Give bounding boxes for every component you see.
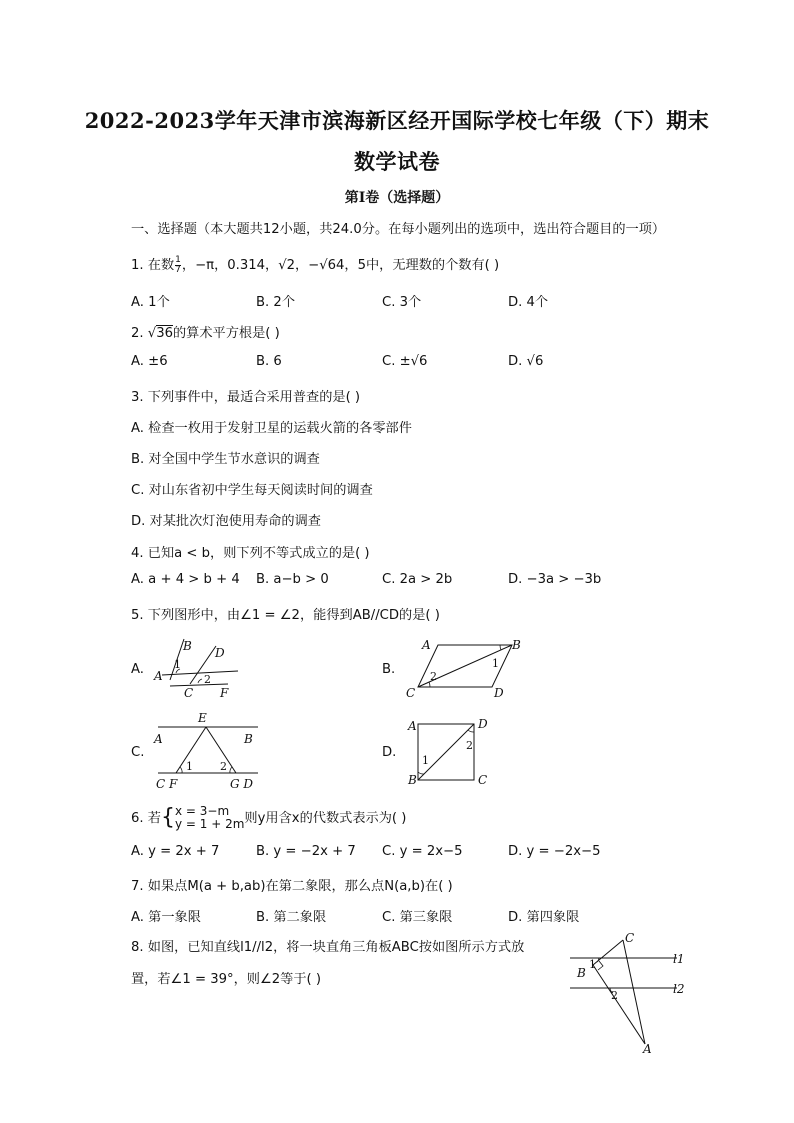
q7-option-c[interactable]: C. 第三象限 xyxy=(382,910,453,925)
label-c: C xyxy=(625,931,635,945)
q7-option-d[interactable]: D. 第四象限 xyxy=(508,910,580,925)
label-l1: l1 xyxy=(673,952,685,966)
label-a: A xyxy=(154,669,163,683)
label-angle-2: 2 xyxy=(466,739,473,752)
label-b: B xyxy=(183,639,192,653)
label-b: B xyxy=(244,732,253,746)
label-f: F xyxy=(220,686,229,700)
label-l2: l2 xyxy=(673,982,685,996)
q3-option-d[interactable]: D. 对某批次灯泡使用寿命的调查 xyxy=(131,514,321,529)
section-heading: 第I卷（选择题） xyxy=(344,190,450,206)
question-3-stem: 3. 下列事件中，最适合采用普查的是( ) xyxy=(131,390,361,405)
brace: { xyxy=(160,805,175,830)
q7-option-a[interactable]: A. 第一象限 xyxy=(131,910,201,925)
q1-option-b[interactable]: B. 2个 xyxy=(256,295,296,310)
label-g-d: G D xyxy=(230,777,254,791)
label-d: D xyxy=(494,686,504,700)
q2-option-d[interactable]: D. √6 xyxy=(508,354,544,369)
label-a: A xyxy=(643,1042,652,1056)
label-b: B xyxy=(512,638,521,652)
question-2-stem: 2. √36的算术平方根是( ) xyxy=(131,326,280,341)
q2-option-a[interactable]: A. ±6 xyxy=(131,354,168,369)
label-c-f: C F xyxy=(156,777,178,791)
fraction: $\frac{1}{7}$ xyxy=(175,254,181,275)
label-d: D xyxy=(215,646,225,660)
q4-option-b[interactable]: B. a−b > 0 xyxy=(256,572,329,587)
question-4-stem: 4. 已知a < b，则下列不等式成立的是( ) xyxy=(131,546,370,561)
question-5-stem: 5. 下列图形中，由∠1 = ∠2，能得到AB//CD的是( ) xyxy=(131,608,440,623)
label-b: B xyxy=(577,966,586,980)
sqrt-sign: √ xyxy=(147,326,157,341)
q4-option-d[interactable]: D. −3a > −3b xyxy=(508,572,602,587)
question-8-stem-line1: 8. 如图，已知直线l1//l2，将一块直角三角板ABC按如图所示方式放 xyxy=(131,940,525,955)
q3-option-c[interactable]: C. 对山东省初中学生每天阅读时间的调查 xyxy=(131,483,373,498)
q4-option-c[interactable]: C. 2a > 2b xyxy=(382,572,453,587)
label-d: D xyxy=(478,717,488,731)
q6-option-c[interactable]: C. y = 2x−5 xyxy=(382,844,463,859)
question-6-stem: 6. 若{ x = 3−m y = 1 + 2m 则y用含x的代数式表示为( ) xyxy=(131,804,407,831)
q3-option-a[interactable]: A. 检查一枚用于发射卫星的运载火箭的各零部件 xyxy=(131,421,412,436)
label-a: A xyxy=(408,719,417,733)
label-angle-1: 1 xyxy=(174,658,181,671)
q1-option-a[interactable]: A. 1个 xyxy=(131,295,170,310)
label-a: A xyxy=(154,732,163,746)
q5-figure-d xyxy=(400,712,500,792)
question-7-stem: 7. 如果点M(a + b,ab)在第二象限，那么点N(a,b)在( ) xyxy=(131,879,453,894)
q5-option-d[interactable]: D. xyxy=(382,745,397,760)
label-angle-1: 1 xyxy=(186,760,193,773)
q7-option-b[interactable]: B. 第二象限 xyxy=(256,910,327,925)
paper-title-line2: 数学试卷 xyxy=(354,149,440,174)
label-angle-1: 1 xyxy=(589,958,596,971)
q6-option-b[interactable]: B. y = −2x + 7 xyxy=(256,844,356,859)
q6-option-a[interactable]: A. y = 2x + 7 xyxy=(131,844,220,859)
q5-figure-c xyxy=(150,710,265,795)
q1-option-c[interactable]: C. 3个 xyxy=(382,295,422,310)
paper-title-line1: 2022-2023学年天津市滨海新区经开国际学校七年级（下）期末 xyxy=(84,108,710,133)
label-angle-2: 2 xyxy=(430,670,437,683)
part-header: 一、选择题（本大题共12小题，共24.0分。在每小题列出的选项中，选出符合题目的一项） xyxy=(131,222,666,237)
label-angle-1: 1 xyxy=(492,657,499,670)
q8-figure xyxy=(565,932,700,1057)
q5-figure-b xyxy=(400,635,530,703)
label-a: A xyxy=(422,638,431,652)
q4-option-a[interactable]: A. a + 4 > b + 4 xyxy=(131,572,240,587)
label-b: B xyxy=(408,773,417,787)
q5-option-b[interactable]: B. xyxy=(382,662,396,677)
label-c: C xyxy=(478,773,488,787)
label-c: C xyxy=(184,686,194,700)
q1-option-d[interactable]: D. 4个 xyxy=(508,295,549,310)
q5-option-a[interactable]: A. xyxy=(131,662,144,677)
label-angle-2: 2 xyxy=(611,989,618,1002)
question-8-stem-line2: 置，若∠1 = 39°，则∠2等于( ) xyxy=(131,972,322,987)
q2-option-c[interactable]: C. ±√6 xyxy=(382,354,428,369)
equation-system: x = 3−m y = 1 + 2m xyxy=(174,804,245,831)
q6-option-d[interactable]: D. y = −2x−5 xyxy=(508,844,601,859)
question-1-stem: 1. 在数 $\frac{1}{7}$ ，−π，0.314，√2，−√64，5中，无理数的个数有( ) xyxy=(131,254,500,275)
q5-figure-a xyxy=(150,635,250,700)
q5-option-c[interactable]: C. xyxy=(131,745,145,760)
label-e: E xyxy=(198,711,207,725)
label-angle-1: 1 xyxy=(422,754,429,767)
label-angle-2: 2 xyxy=(204,673,211,686)
q3-option-b[interactable]: B. 对全国中学生节水意识的调查 xyxy=(131,452,320,467)
label-c: C xyxy=(406,686,416,700)
q2-option-b[interactable]: B. 6 xyxy=(256,354,282,369)
label-angle-2: 2 xyxy=(220,760,227,773)
